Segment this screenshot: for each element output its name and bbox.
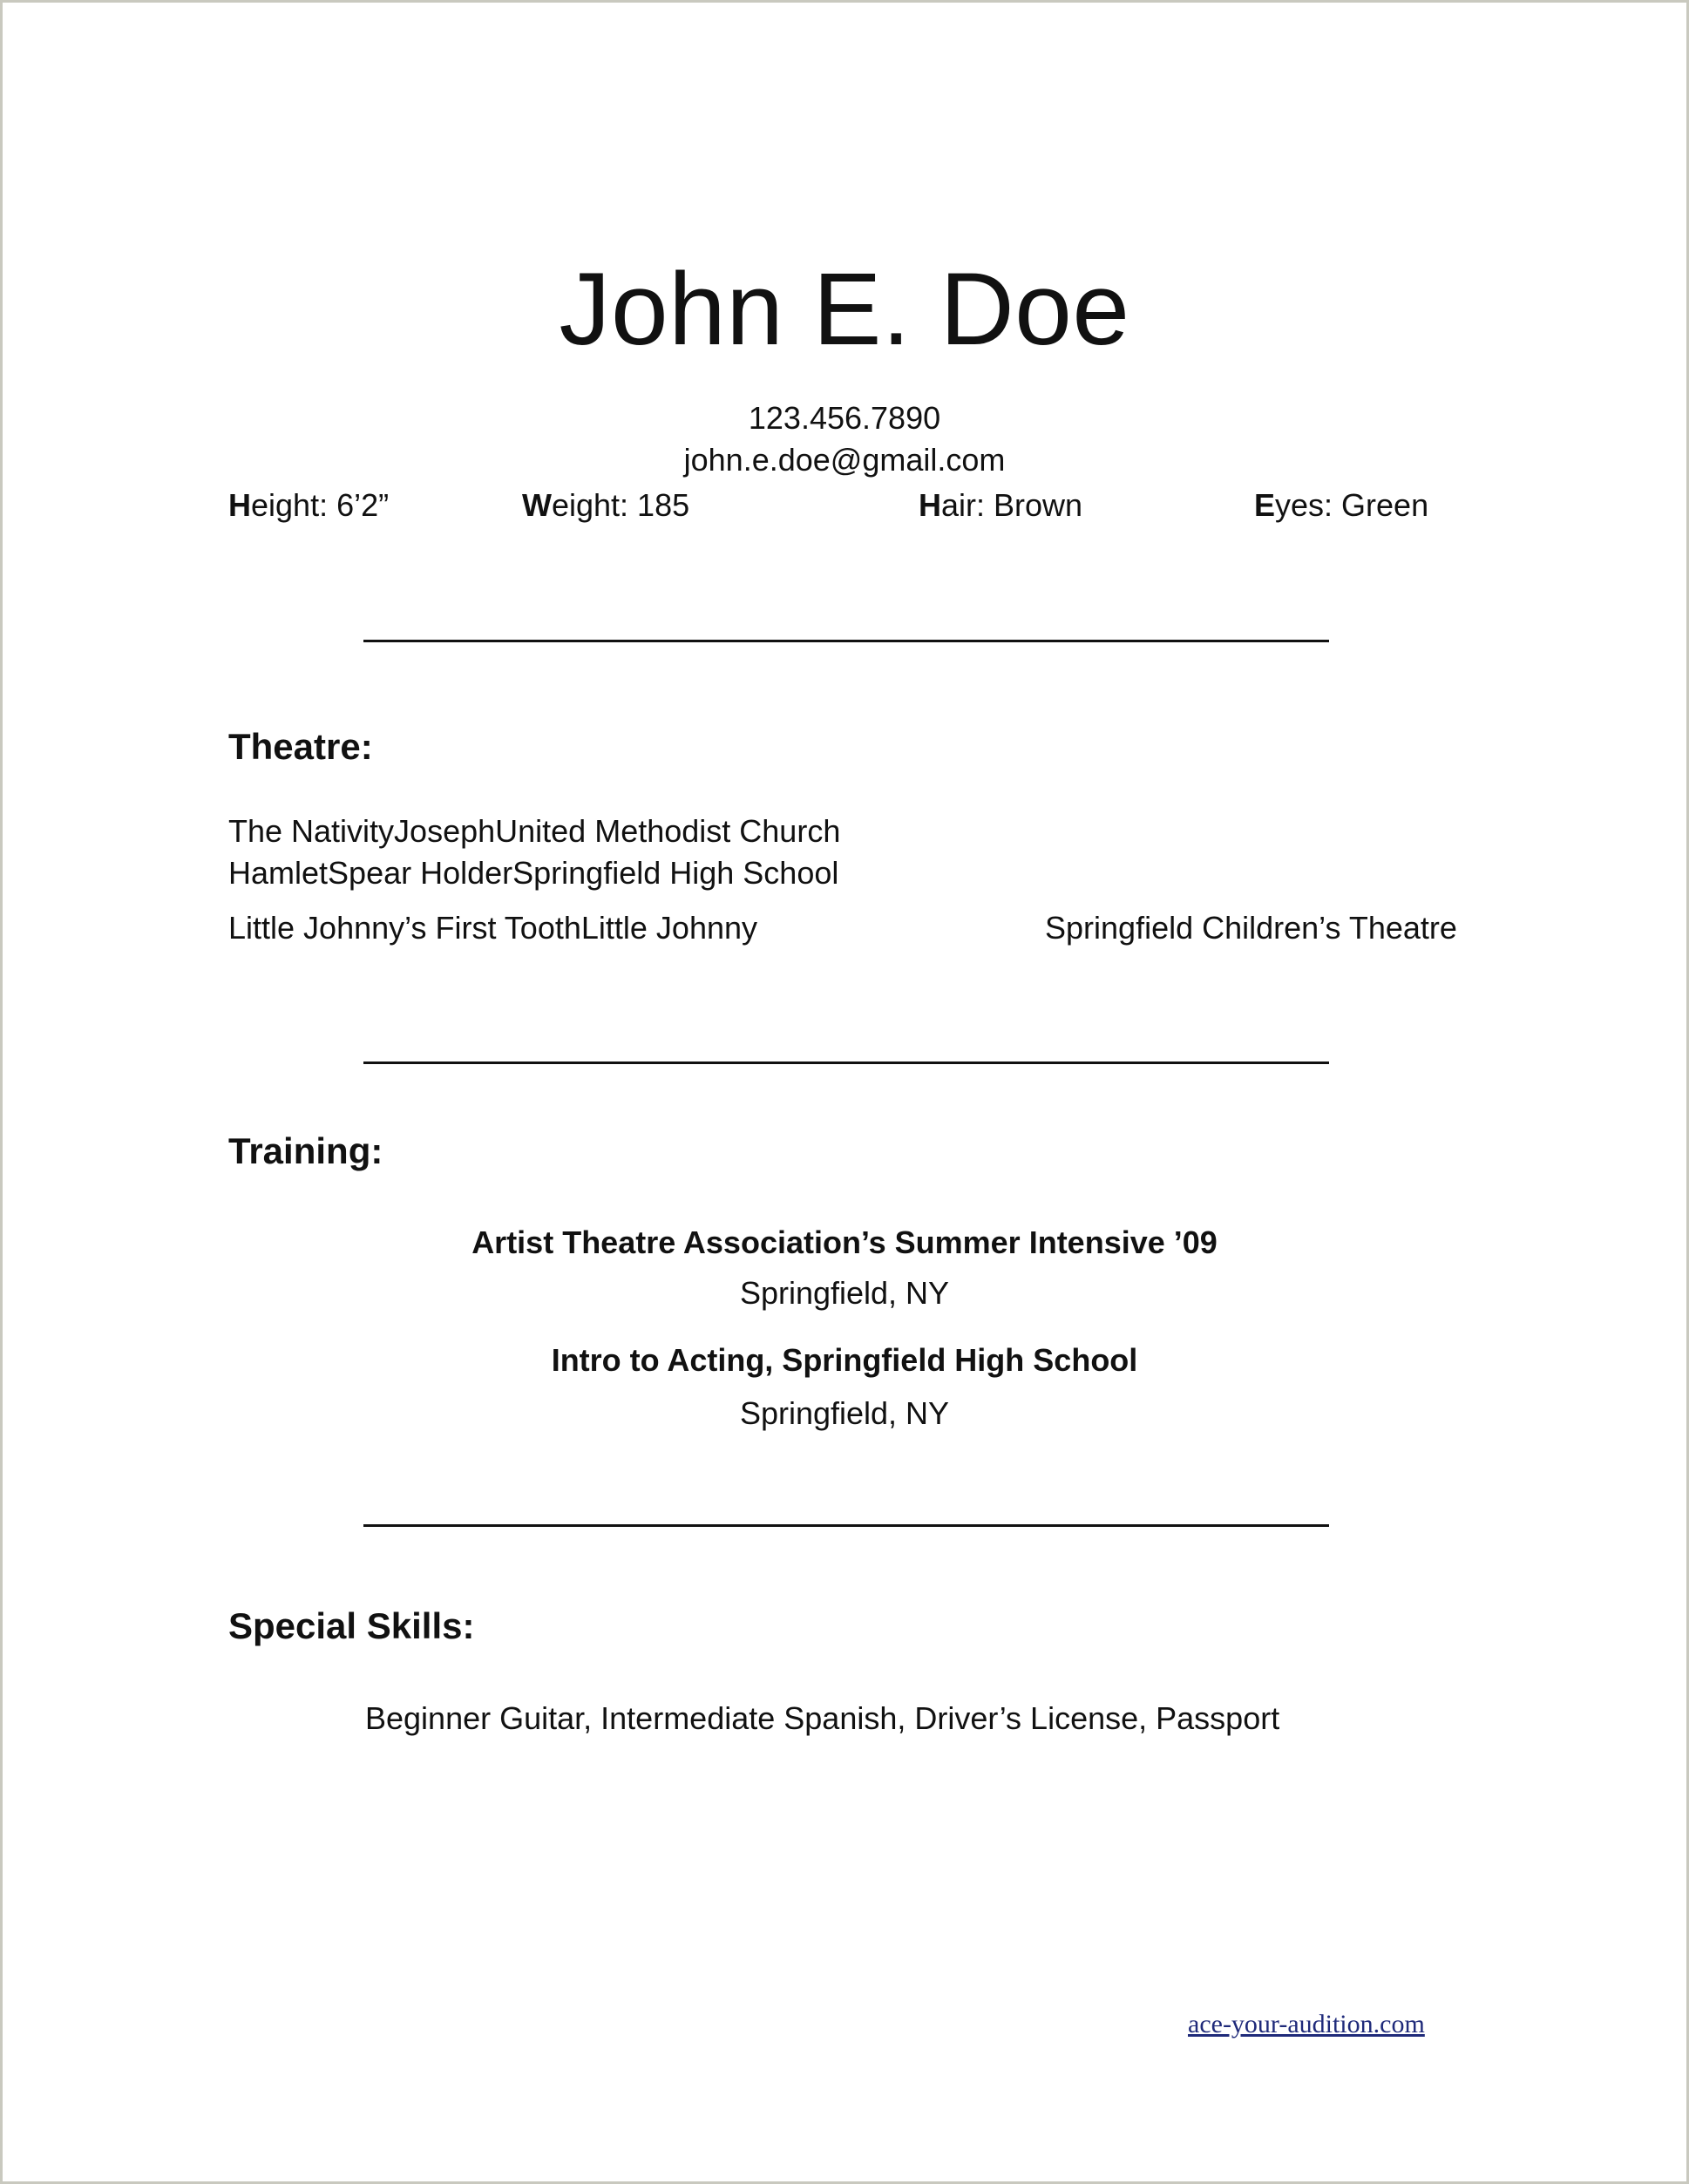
stat-eyes-initial: E [1254, 487, 1276, 523]
training-title-1: Artist Theatre Association’s Summer Intensive ’09 [471, 1224, 1218, 1260]
stat-hair-initial: H [919, 487, 941, 523]
training-location-1: Springfield, NY [739, 1275, 950, 1311]
stat-weight [522, 486, 689, 525]
stat-weight-initial: W [522, 487, 552, 523]
theatre-credit-2: HamletSpear HolderSpringfield High School [228, 855, 839, 891]
training-location-2: Springfield, NY [739, 1395, 950, 1431]
phone-number: 123.456.7890 [748, 400, 941, 436]
training-heading: Training: [228, 1130, 383, 1171]
stat-height-value: eight: 6’2” [251, 487, 390, 523]
training-title-2: Intro to Acting, Springfield High School [551, 1342, 1138, 1378]
skills-list: Beginner Guitar, Intermediate Spanish, Driver’s License, Passport [365, 1700, 1280, 1736]
section-divider [363, 1061, 1329, 1064]
stat-eyes-value: yes: Green [1275, 487, 1429, 523]
section-divider [363, 640, 1329, 642]
theatre-heading: Theatre: [228, 726, 373, 767]
stat-hair [919, 486, 1082, 525]
skills-heading: Special Skills: [228, 1605, 475, 1646]
stat-height-initial: H [228, 487, 251, 523]
resume-name: John E. Doe [559, 252, 1130, 367]
source-website-link[interactable]: ace-your-audition.com [1188, 2010, 1425, 2038]
stat-weight-value: eight: 185 [551, 487, 690, 523]
theatre-credit-1: The NativityJosephUnited Methodist Church [228, 813, 841, 849]
stat-height [228, 486, 389, 525]
theatre-credit-3: Little Johnny’s First ToothLittle Johnny [228, 910, 758, 946]
stat-eyes [1254, 486, 1428, 525]
email-address: john.e.doe@gmail.com [683, 442, 1006, 478]
stat-hair-value: air: Brown [941, 487, 1083, 523]
section-divider [363, 1524, 1329, 1527]
theatre-credit-3-venue: Springfield Children’s Theatre [1045, 910, 1457, 946]
